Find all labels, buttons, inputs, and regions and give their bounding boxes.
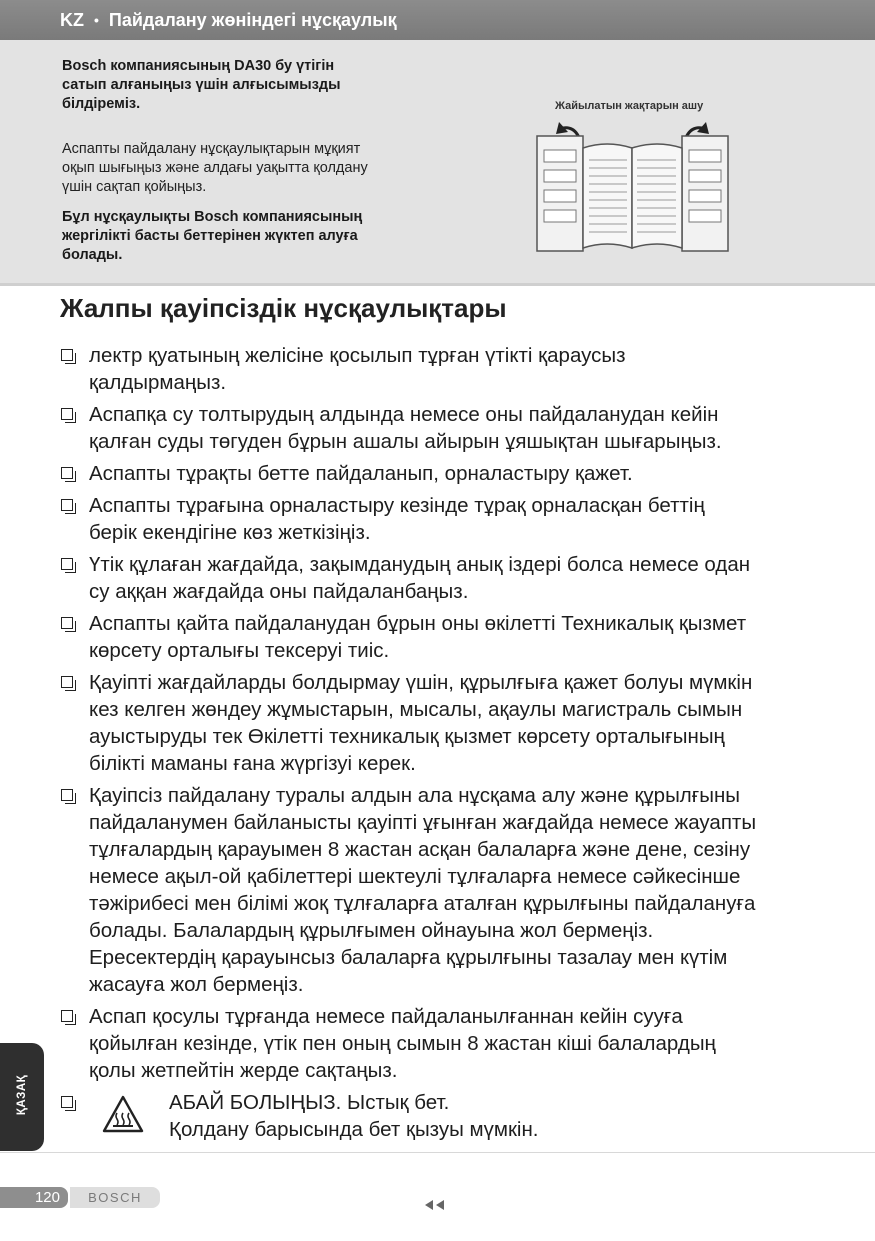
thanks-text: Bosch компаниясының DA30 бу үтігін сатып алғаныңыз үшін алғысымызды білдіреміз. xyxy=(62,58,341,112)
list-item: Қауіпті жағдайларды болдырмау үшін, құрылғыға қажет болуы мүмкін кез келген жөндеу жұмыстарын, мысалы, ақаулы магистраль сымын ауыстыруды тек Өкілетті техникалық қызмет көрсету орталығының білікті маманы ғана жүргізуі керек. xyxy=(60,669,830,777)
list-item: лектр қуатының желісіне қосылып тұрған үтікті қараусыз қалдырмаңыз. xyxy=(60,342,830,396)
bottom-rule xyxy=(0,1152,875,1153)
list-item: Аспапты тұрағына орналастыру кезінде тұрақ орналасқан беттің берік екендігіне көз жеткізіңіз. xyxy=(60,492,830,546)
checkbox-bullet-icon xyxy=(61,499,73,511)
hot-surface-warning-item xyxy=(60,1089,830,1143)
checkbox-bullet-icon xyxy=(61,1010,73,1022)
list-item: Қауіпсіз пайдалану туралы алдын ала нұсқама алу және құрылғыны пайдаланумен байланысты қауіпті ұғынған жағдайда немесе жауапты тұлғалардың қарауымен 8 жастан асқан балаларға және дене, сезіну немесе ақыл-ой қабілеттері шектеулі тұлғаларға немесе сәйкесінше тәжірибесі мен білімі жоқ тұлғаларға аталған құрылғыны пайдалануға болады. Балалардың құрылғымен ойнауына жол бермеңіз. Ересектердің қарауынсыз балаларға құрылғыны тазалау мен күтім жасауға жол бермеңіз. xyxy=(60,782,830,998)
header-separator: • xyxy=(94,12,99,28)
language-side-tab xyxy=(0,1043,44,1151)
checkbox-bullet-icon xyxy=(61,349,73,361)
section-title: Жалпы қауіпсіздік нұсқаулықтары xyxy=(60,293,507,323)
intro-info-box xyxy=(0,40,875,283)
brand-label: BOSCH xyxy=(70,1187,160,1208)
list-item: Аспапты қайта пайдаланудан бұрын оны өкілетті Техникалық қызмет көрсету орталығы тексеруі тиіс. xyxy=(60,610,830,664)
list-item: Үтік құлаған жағдайда, зақымданудың анық іздері болса немесе одан су аққан жағдайда оны пайдаланбаңыз. xyxy=(60,551,830,605)
language-code: KZ xyxy=(60,9,84,30)
safety-instructions-list xyxy=(60,342,830,1148)
warning-text: АБАЙ БОЛЫҢЫЗ. Ыстық бет. Қолдану барысында бет қызуы мүмкін. xyxy=(169,1091,539,1141)
checkbox-bullet-icon xyxy=(61,467,73,479)
side-tab-label: ҚАЗАҚ xyxy=(16,1074,28,1116)
checkbox-bullet-icon xyxy=(61,676,73,688)
section-divider xyxy=(0,283,875,286)
checkbox-bullet-icon xyxy=(61,1096,73,1108)
list-item: Аспап қосулы тұрғанда немесе пайдаланылғаннан кейін сууға қойылған кезінде, үтік пен оның сымын 8 жастан кіші балалардың қолы жетпейтін жерде сақтаңыз. xyxy=(60,1003,830,1084)
checkbox-bullet-icon xyxy=(61,558,73,570)
hot-surface-warning-icon xyxy=(102,1095,144,1133)
download-note-text: Бұл нұсқаулықты Bosch компаниясының жергілікті басты беттерінен жүктеп алуға болады. xyxy=(62,209,363,263)
open-booklet-icon xyxy=(535,118,730,258)
list-item: Аспапты тұрақты бетте пайдаланып, орналастыру қажет. xyxy=(60,460,830,487)
list-item: Аспапқа су толтырудың алдында немесе оны пайдаланудан кейін қалған суды төгуден бұрын ашалы айырын ұяшықтан шығарыңыз. xyxy=(60,401,830,455)
double-left-arrow-icon[interactable] xyxy=(424,1199,446,1211)
read-instructions-text: Аспапты пайдалану нұсқаулықтарын мұқият оқып шығыңыз және алдағы уақытта қолдану үшін сақтап қойыңыз. xyxy=(62,141,368,195)
checkbox-bullet-icon xyxy=(61,408,73,420)
fold-out-caption: Жайылатын жақтарын ашу xyxy=(555,100,704,112)
checkbox-bullet-icon xyxy=(61,617,73,629)
checkbox-bullet-icon xyxy=(61,789,73,801)
page-number: 120 xyxy=(0,1187,68,1208)
header-title: Пайдалану жөніндегі нұсқаулық xyxy=(108,9,397,30)
header-bar xyxy=(0,0,875,40)
